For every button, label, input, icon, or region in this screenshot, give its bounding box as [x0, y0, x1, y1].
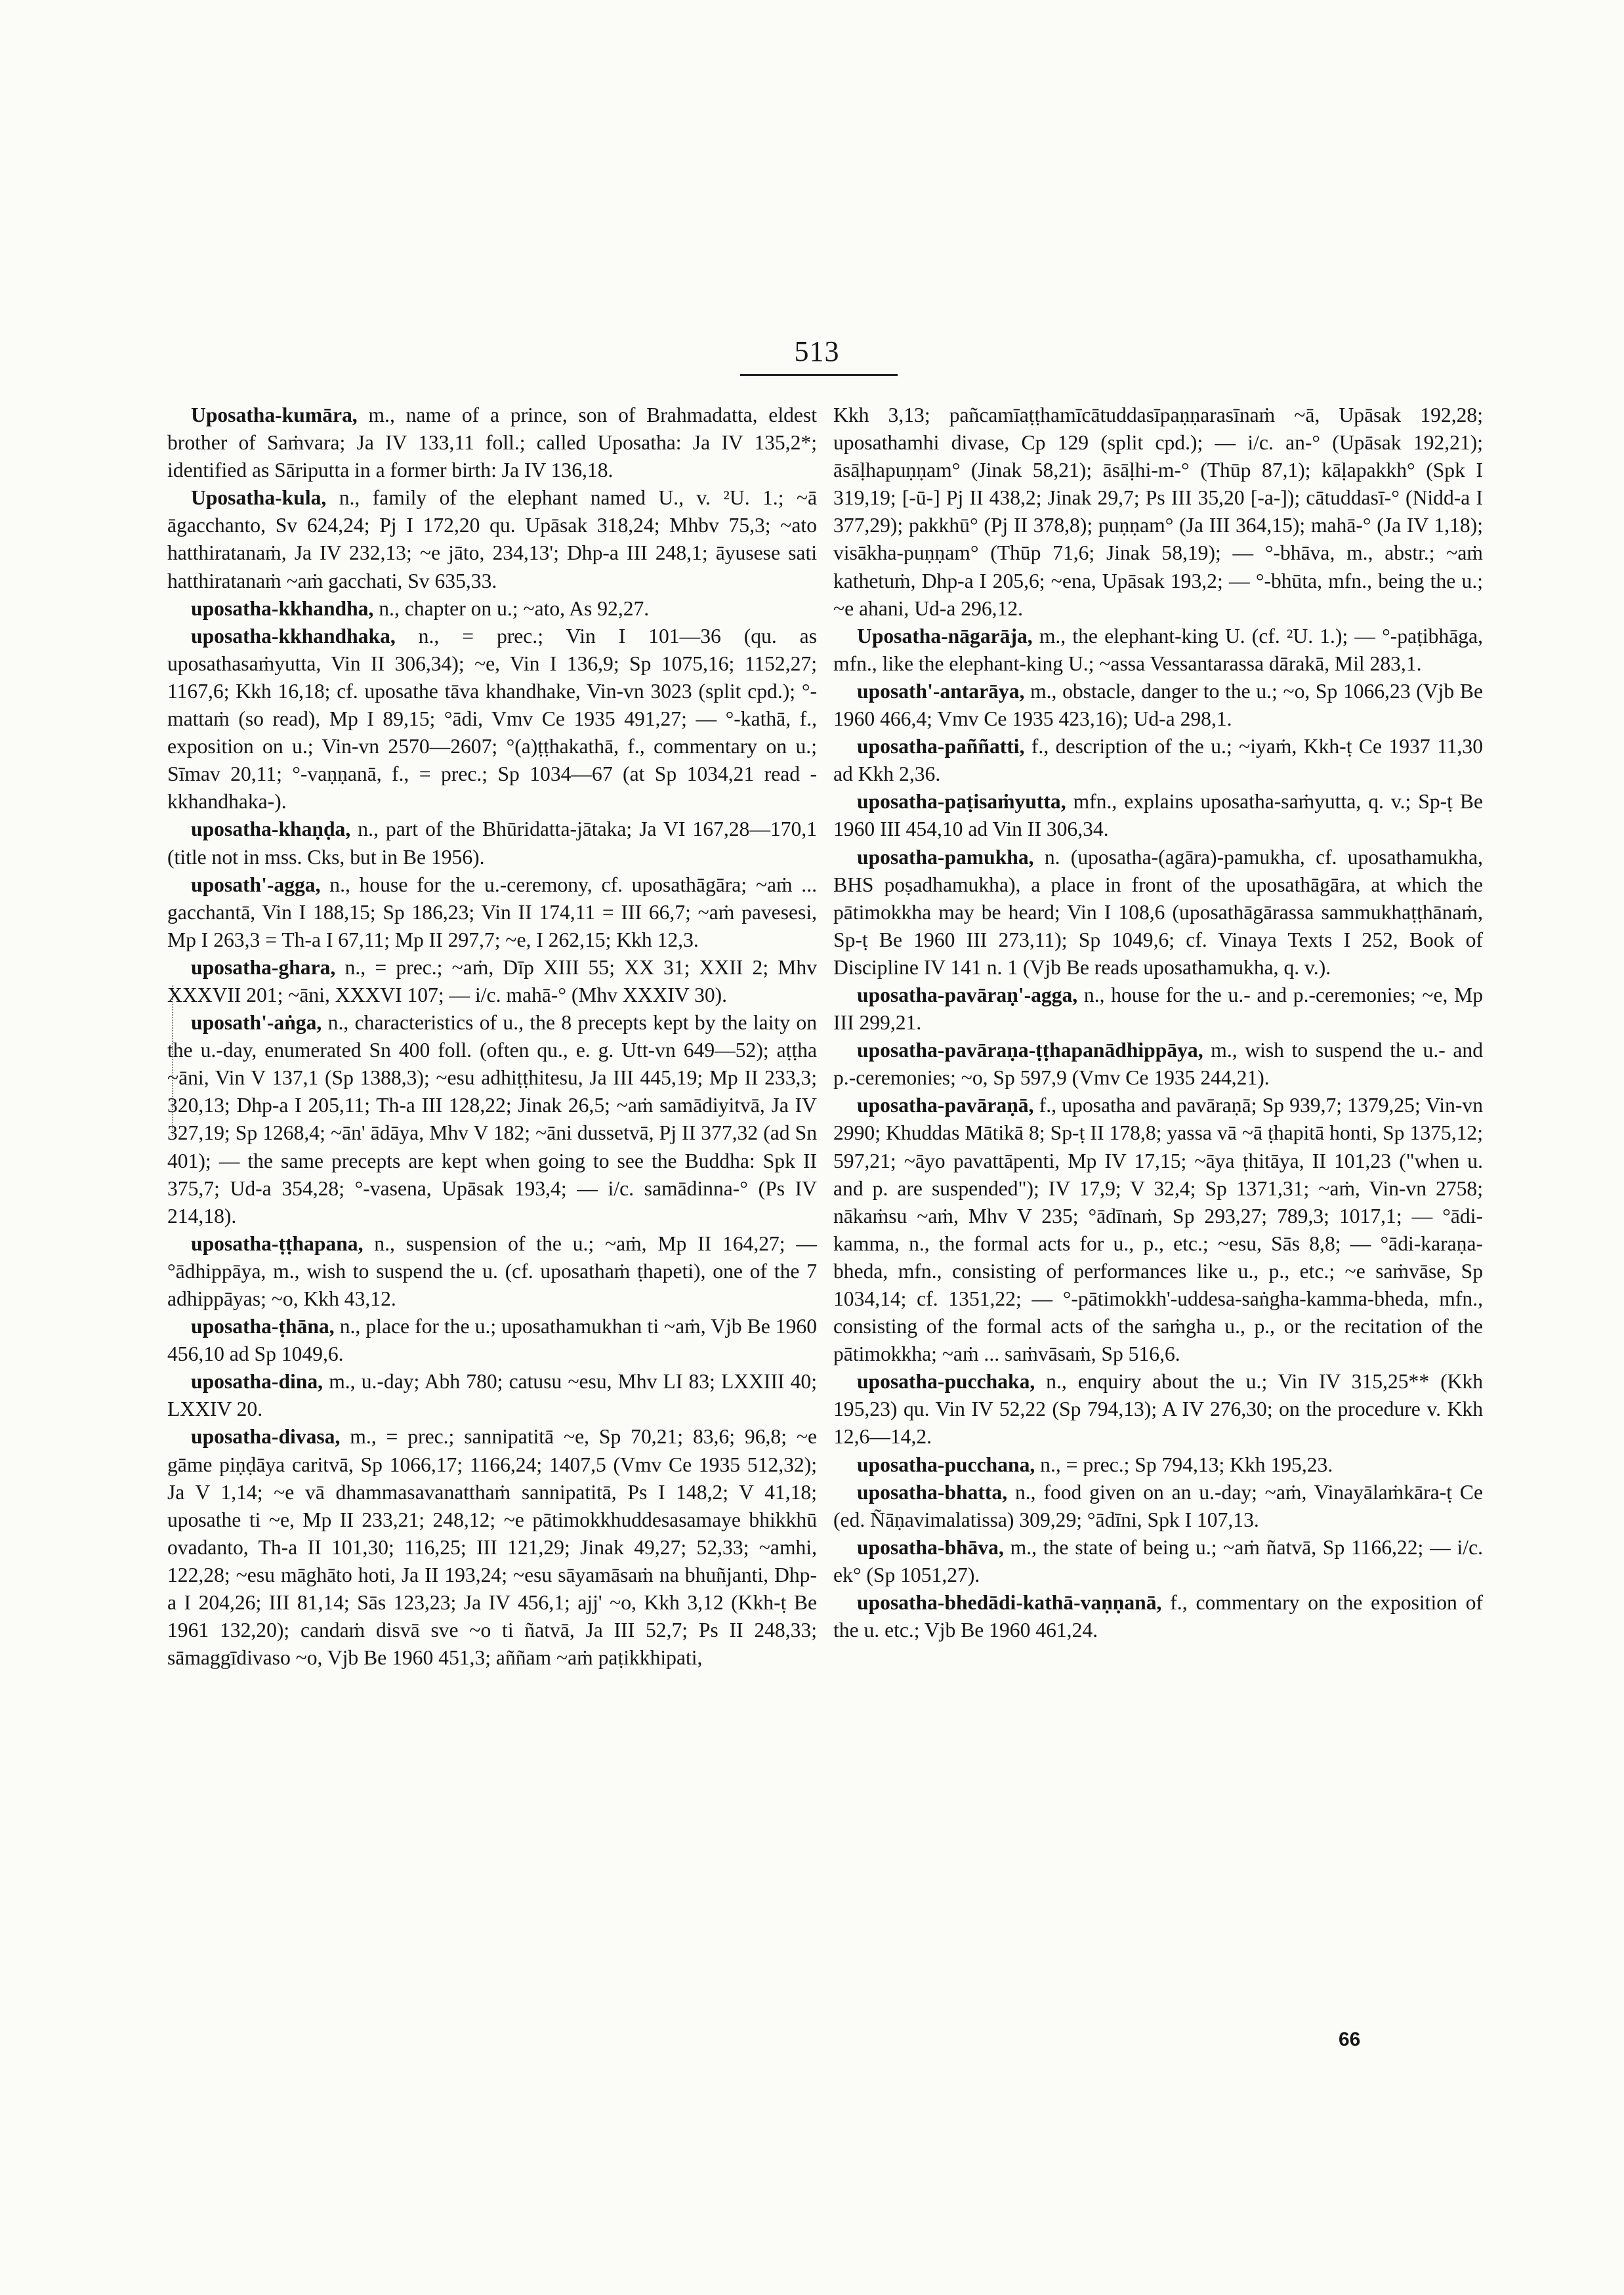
entry-headword: uposatha-paññatti, — [857, 735, 1025, 758]
dictionary-entry — [833, 1479, 1483, 1534]
entry-text: n., suspension of the u.; ~aṁ, Mp II 164,27; — °ādhippāya, m., wish to suspend the u. (cf. uposathaṁ ṭhapeti), one of the 7 adhippāyas; ~o, Kkh 43,12. — [167, 1231, 817, 1310]
entry-text: n., place for the u.; uposathamukhan ti ~aṁ, Vjb Be 1960 456,10 ad Sp 1049,6. — [167, 1315, 817, 1366]
entry-text: m., u.-day; Abh 780; catusu ~esu, Mhv LI 83; LXXIII 40; LXXIV 20. — [167, 1370, 817, 1421]
dictionary-entry — [167, 484, 817, 594]
dictionary-entry — [167, 1423, 817, 1672]
entry-headword: uposatha-pavāraṇā, — [857, 1094, 1034, 1117]
entry-text: n., house for the u.-ceremony, cf. uposathāgāra; ~aṁ ... gacchantā, Vin I 188,15; Sp 186,23; Vin II 174,11 = III 66,7; ~aṁ pavesesi, Mp I 263,3 = Th-a I 67,11; Mp II 297,7; ~e, I 262,15; Kkh 12,3. — [167, 873, 817, 951]
entry-text: n., characteristics of u., the 8 precepts kept by the laity on the u.-day, enumerated Sn 400 foll. (often qu., e. g. Utt-vn 649—52); aṭṭha ~āni, Vin V 137,1 (Sp 1388,3); ~esu adhiṭṭhitesu, Ja III 445,19; Mp II 233,3; 320,13; Dhp-a I 205,11; Th-a III 128,22; Jinak 26,5; ~aṁ samādiyitvā, Ja IV 327,19; Sp 1268,4; ~ān' ādāya, Mhv V 182; ~āni dussetvā, Pj II 377,32 (ad Sn 401); — the same precepts are kept when going to see the Buddha: Spk II 375,7; Ud-a 354,28; °-vasena, Upāsak 193,4; — i/c. samādinna-° (Ps IV 214,18). — [167, 1011, 817, 1228]
entry-headword: uposatha-divasa, — [191, 1425, 341, 1449]
dictionary-entry — [167, 1009, 817, 1230]
entry-text: mfn., explains uposatha-saṁyutta, q. v.; Sp-ṭ Be 1960 III 454,10 ad Vin II 306,34. — [833, 790, 1483, 841]
dictionary-entry — [167, 1230, 817, 1313]
dictionary-entry — [833, 1589, 1483, 1644]
entry-headword: uposatha-bhatta, — [857, 1480, 1008, 1504]
entry-headword: uposatha-pucchana, — [857, 1453, 1035, 1476]
entry-headword: uposatha-pucchaka, — [857, 1370, 1035, 1394]
dictionary-entry — [833, 788, 1483, 843]
dictionary-entry — [833, 844, 1483, 982]
entry-text: m., obstacle, danger to the u.; ~o, Sp 1066,23 (Vjb Be 1960 466,4; Vmv Ce 1935 423,16); Ud-a 298,1. — [833, 679, 1483, 731]
left-column — [167, 402, 817, 1672]
entry-text: m., = prec.; sannipatitā ~e, Sp 70,21; 83,6; 96,8; ~e gāme piṇḍāya caritvā, Sp 1066,17; 1166,24; 1407,5 (Vmv Ce 1935 512,32); Ja V 1,14; ~e vā dhammasavanatthaṁ sannipatitā, Ps I 148,2; V 41,18; uposathe ti ~e, Mp II 233,21; 248,12; ~e pātimokkhuddesasamaye bhikkhū ovadanto, Th-a II 101,30; 116,25; III 121,29; Jinak 49,27; 52,33; ~amhi, 122,28; ~esu māghāto hoti, Ja II 193,24; ~esu sāyamāsaṁ na bhuñjanti, Dhp-a I 204,26; III 81,14; Sās 123,23; Ja IV 456,1; ajj' ~o, Kkh 3,12 (Kkh-ṭ Be 1961 132,20); candaṁ disvā sve ~o ti ñatvā, Ja III 52,7; Ps II 248,33; sāmaggīdivaso ~o, Vjb Be 1960 451,3; aññam ~aṁ paṭikkhipati, — [167, 1425, 817, 1670]
dictionary-entry — [833, 1368, 1483, 1451]
dictionary-entry — [167, 402, 817, 484]
entry-text: n., = prec.; ~aṁ, Dīp XIII 55; XX 31; XXII 2; Mhv XXXVII 201; ~āni, XXXVI 107; — i/c. mahā-° (Mhv XXXIV 30). — [167, 955, 817, 1006]
entry-text: n. (uposatha-(agāra)-pamukha, cf. uposathamukha, BHS poṣadhamukha), a place in front of the uposathāgāra, at which the pātimokkha may be heard; Vin I 108,6 (uposathāgārassa sammukhaṭṭhānaṁ, Sp-ṭ Be 1960 III 273,11); Sp 1049,6; cf. Vinaya Texts I 252, Book of Discipline IV 141 n. 1 (Vjb Be reads uposathamukha, q. v.). — [833, 845, 1483, 979]
dictionary-entry — [833, 1534, 1483, 1589]
dictionary-entry — [167, 871, 817, 954]
entry-headword: Uposatha-nāgarāja, — [857, 624, 1033, 648]
entry-text: m., wish to suspend the u.- and p.-ceremonies; ~o, Sp 597,9 (Vmv Ce 1935 244,21). — [833, 1039, 1483, 1090]
entry-headword: uposatha-ghara, — [191, 955, 336, 979]
entry-text: n., house for the u.- and p.-ceremonies; ~e, Mp III 299,21. — [833, 983, 1483, 1035]
entry-text: n., part of the Bhūridatta-jātaka; Ja VI 167,28—170,1 (title not in mss. Cks, but in Be 1956). — [167, 817, 817, 869]
dictionary-entry — [167, 1313, 817, 1368]
entry-headword: uposath'-agga, — [191, 873, 321, 896]
dictionary-entry — [833, 623, 1483, 678]
signature-mark: 66 — [1339, 2029, 1361, 2050]
page-number: 513 — [794, 335, 840, 367]
entry-text: f., uposatha and pavāraṇā; Sp 939,7; 1379,25; Vin-vn 2990; Khuddas Mātikā 8; Sp-ṭ II 178,8; yassa vā ~ā ṭhapitā honti, Sp 1375,12; 597,21; ~āyo pavattāpenti, Mp IV 17,15; ~āya ṭhitāya, II 101,23 ("when u. and p. are suspended"); IV 17,9; V 32,4; Sp 1371,31; ~aṁ, Vin-vn 2758; nākaṁsu ~aṁ, Mhv V 235; °ādīnaṁ, Sp 293,27; 789,3; 1017,1; — °ādi-kamma, n., the formal acts for u., p., etc.; ~esu, Sās 8,8; — °ādi-karaṇa-bheda, mfn., consisting of performances like u., p., etc.; ~e saṁvāse, Sp 1034,14; cf. 1351,22; — °-pātimokkh'-uddesa-saṅgha-kamma-bheda, mfn., consisting of the formal acts of the saṁgha u., p., or the recitation of the pātimokkha; ~aṁ ... saṁvāsaṁ, Sp 516,6. — [833, 1094, 1483, 1366]
entry-headword: uposatha-bhedādi-kathā-vaṇṇanā, — [857, 1591, 1162, 1615]
entry-headword: uposath'-antarāya, — [857, 679, 1025, 703]
entry-headword: uposatha-ṭhāna, — [191, 1315, 335, 1338]
dictionary-entry — [167, 816, 817, 871]
right-column — [833, 402, 1483, 1644]
header-rule — [740, 374, 898, 376]
entry-headword: Uposatha-kumāra, — [191, 403, 358, 426]
entry-headword: uposatha-dina, — [191, 1370, 323, 1394]
entry-text: n., = prec.; Sp 794,13; Kkh 195,23. — [1035, 1453, 1333, 1476]
entry-headword: uposath'-aṅga, — [191, 1011, 322, 1035]
dictionary-entry — [167, 954, 817, 1009]
entry-headword: uposatha-paṭisaṁyutta, — [857, 790, 1066, 814]
entry-text: n., enquiry about the u.; Vin IV 315,25** (Kkh 195,23) qu. Vin IV 52,22 (Sp 794,13); A IV 276,30; on the procedure v. Kkh 12,6—14,2. — [833, 1370, 1483, 1449]
entry-headword: uposatha-kkhandha, — [191, 596, 374, 620]
entry-text: f., commentary on the exposition of the u. etc.; Vjb Be 1960 461,24. — [833, 1591, 1483, 1642]
entry-headword: uposatha-pavāraṇ'-agga, — [857, 983, 1078, 1006]
entry-text: f., description of the u.; ~iyaṁ, Kkh-ṭ Ce 1937 11,30 ad Kkh 2,36. — [833, 735, 1483, 786]
entry-headword: uposatha-kkhandhaka, — [191, 624, 396, 648]
entry-text: m., the state of being u.; ~aṁ ñatvā, Sp 1166,22; — i/c. ek° (Sp 1051,27). — [833, 1535, 1483, 1586]
entry-headword: uposatha-khaṇḍa, — [191, 817, 351, 841]
dictionary-entry — [833, 733, 1483, 788]
entry-text: m., name of a prince, son of Brahmadatta, eldest brother of Saṁvara; Ja IV 133,11 foll.; called Uposatha: Ja IV 135,2*; identified as Sāriputta in a former birth: Ja IV 136,18. — [167, 403, 817, 482]
entry-headword: uposatha-ṭṭhapana, — [191, 1231, 364, 1255]
dictionary-entry — [833, 1092, 1483, 1368]
entry-headword: uposatha-bhāva, — [857, 1535, 1004, 1559]
entry-text: n., = prec.; Vin I 101—36 (qu. as uposathasaṁyutta, Vin II 306,34); ~e, Vin I 136,9; Sp 1075,16; 1152,27; 1167,6; Kkh 16,18; cf. uposathe tāva khandhake, Vin-vn 3023 (split cpd.); °-mattaṁ (so read), Mp I 89,15; °ādi, Vmv Ce 1935 491,27; — °-kathā, f., exposition on u.; Vin-vn 2570—2607; °(a)ṭṭhakathā, f., commentary on u.; Sīmav 20,11; °-vaṇṇanā, f., = prec.; Sp 1034—67 (at Sp 1034,21 read -kkhandhaka-). — [167, 624, 817, 814]
dictionary-entry — [833, 1037, 1483, 1092]
dictionary-entry — [833, 982, 1483, 1037]
entry-headword: uposatha-pamukha, — [857, 845, 1034, 869]
dictionary-entry — [167, 1368, 817, 1423]
entry-headword: uposatha-pavāraṇa-ṭṭhapanādhippāya, — [857, 1039, 1203, 1062]
dictionary-entry — [833, 678, 1483, 733]
entry-headword: Uposatha-kula, — [191, 486, 327, 510]
entry-text: n., chapter on u.; ~ato, As 92,27. — [373, 596, 650, 620]
entry-text: n., family of the elephant named U., v. ²U. 1.; ~ā āgacchanto, Sv 624,24; Pj I 172,20 qu. Upāsak 318,24; Mhbv 75,3; ~ato hatthiratanaṁ, Ja IV 232,13; ~e jāto, 234,13'; Dhp-a III 248,1; āyusese sati hatthiratanaṁ ~aṁ gacchati, Sv 635,33. — [167, 486, 817, 592]
dictionary-entry — [833, 1451, 1483, 1479]
dictionary-entry — [167, 595, 817, 623]
entry-text: m., the elephant-king U. (cf. ²U. 1.); — °-paṭibhāga, mfn., like the elephant-king U.; ~assa Vessantarassa dārakā, Mil 283,1. — [833, 624, 1483, 675]
entry-text: Kkh 3,13; pañcamīaṭṭhamīcātuddasīpaṇṇarasīnaṁ ~ā, Upāsak 192,28; uposathamhi divase, Cp 129 (split cpd.); — i/c. an-° (Upāsak 192,21); āsāḷhapuṇṇam° (Jinak 58,21); āsāḷhi-m-° (Thūp 87,1); kāḷapakkh° (Spk I 319,19; [-ū-] Pj II 438,2; Jinak 29,7; Ps III 35,20 [-a-]); cātuddasī-° (Nidd-a I 377,29); pakkhū° (Pj II 378,8); puṇṇam° (Ja III 364,15); mahā-° (Ja IV 1,18); visākha-puṇṇam° (Thūp 71,6; Jinak 58,19); — °-bhāva, m., abstr.; ~aṁ kathetuṁ, Dhp-a I 205,6; ~ena, Upāsak 193,2; — °-bhūta, mfn., being the u.; ~e ahani, Ud-a 296,12. — [833, 403, 1483, 620]
dictionary-entry — [167, 623, 817, 816]
entry-text: n., food given on an u.-day; ~aṁ, Vinayālaṁkāra-ṭ Ce (ed. Ñāṇavimalatissa) 309,29; °ādīni, Spk I 107,13. — [833, 1480, 1483, 1531]
dictionary-entry — [833, 402, 1483, 623]
